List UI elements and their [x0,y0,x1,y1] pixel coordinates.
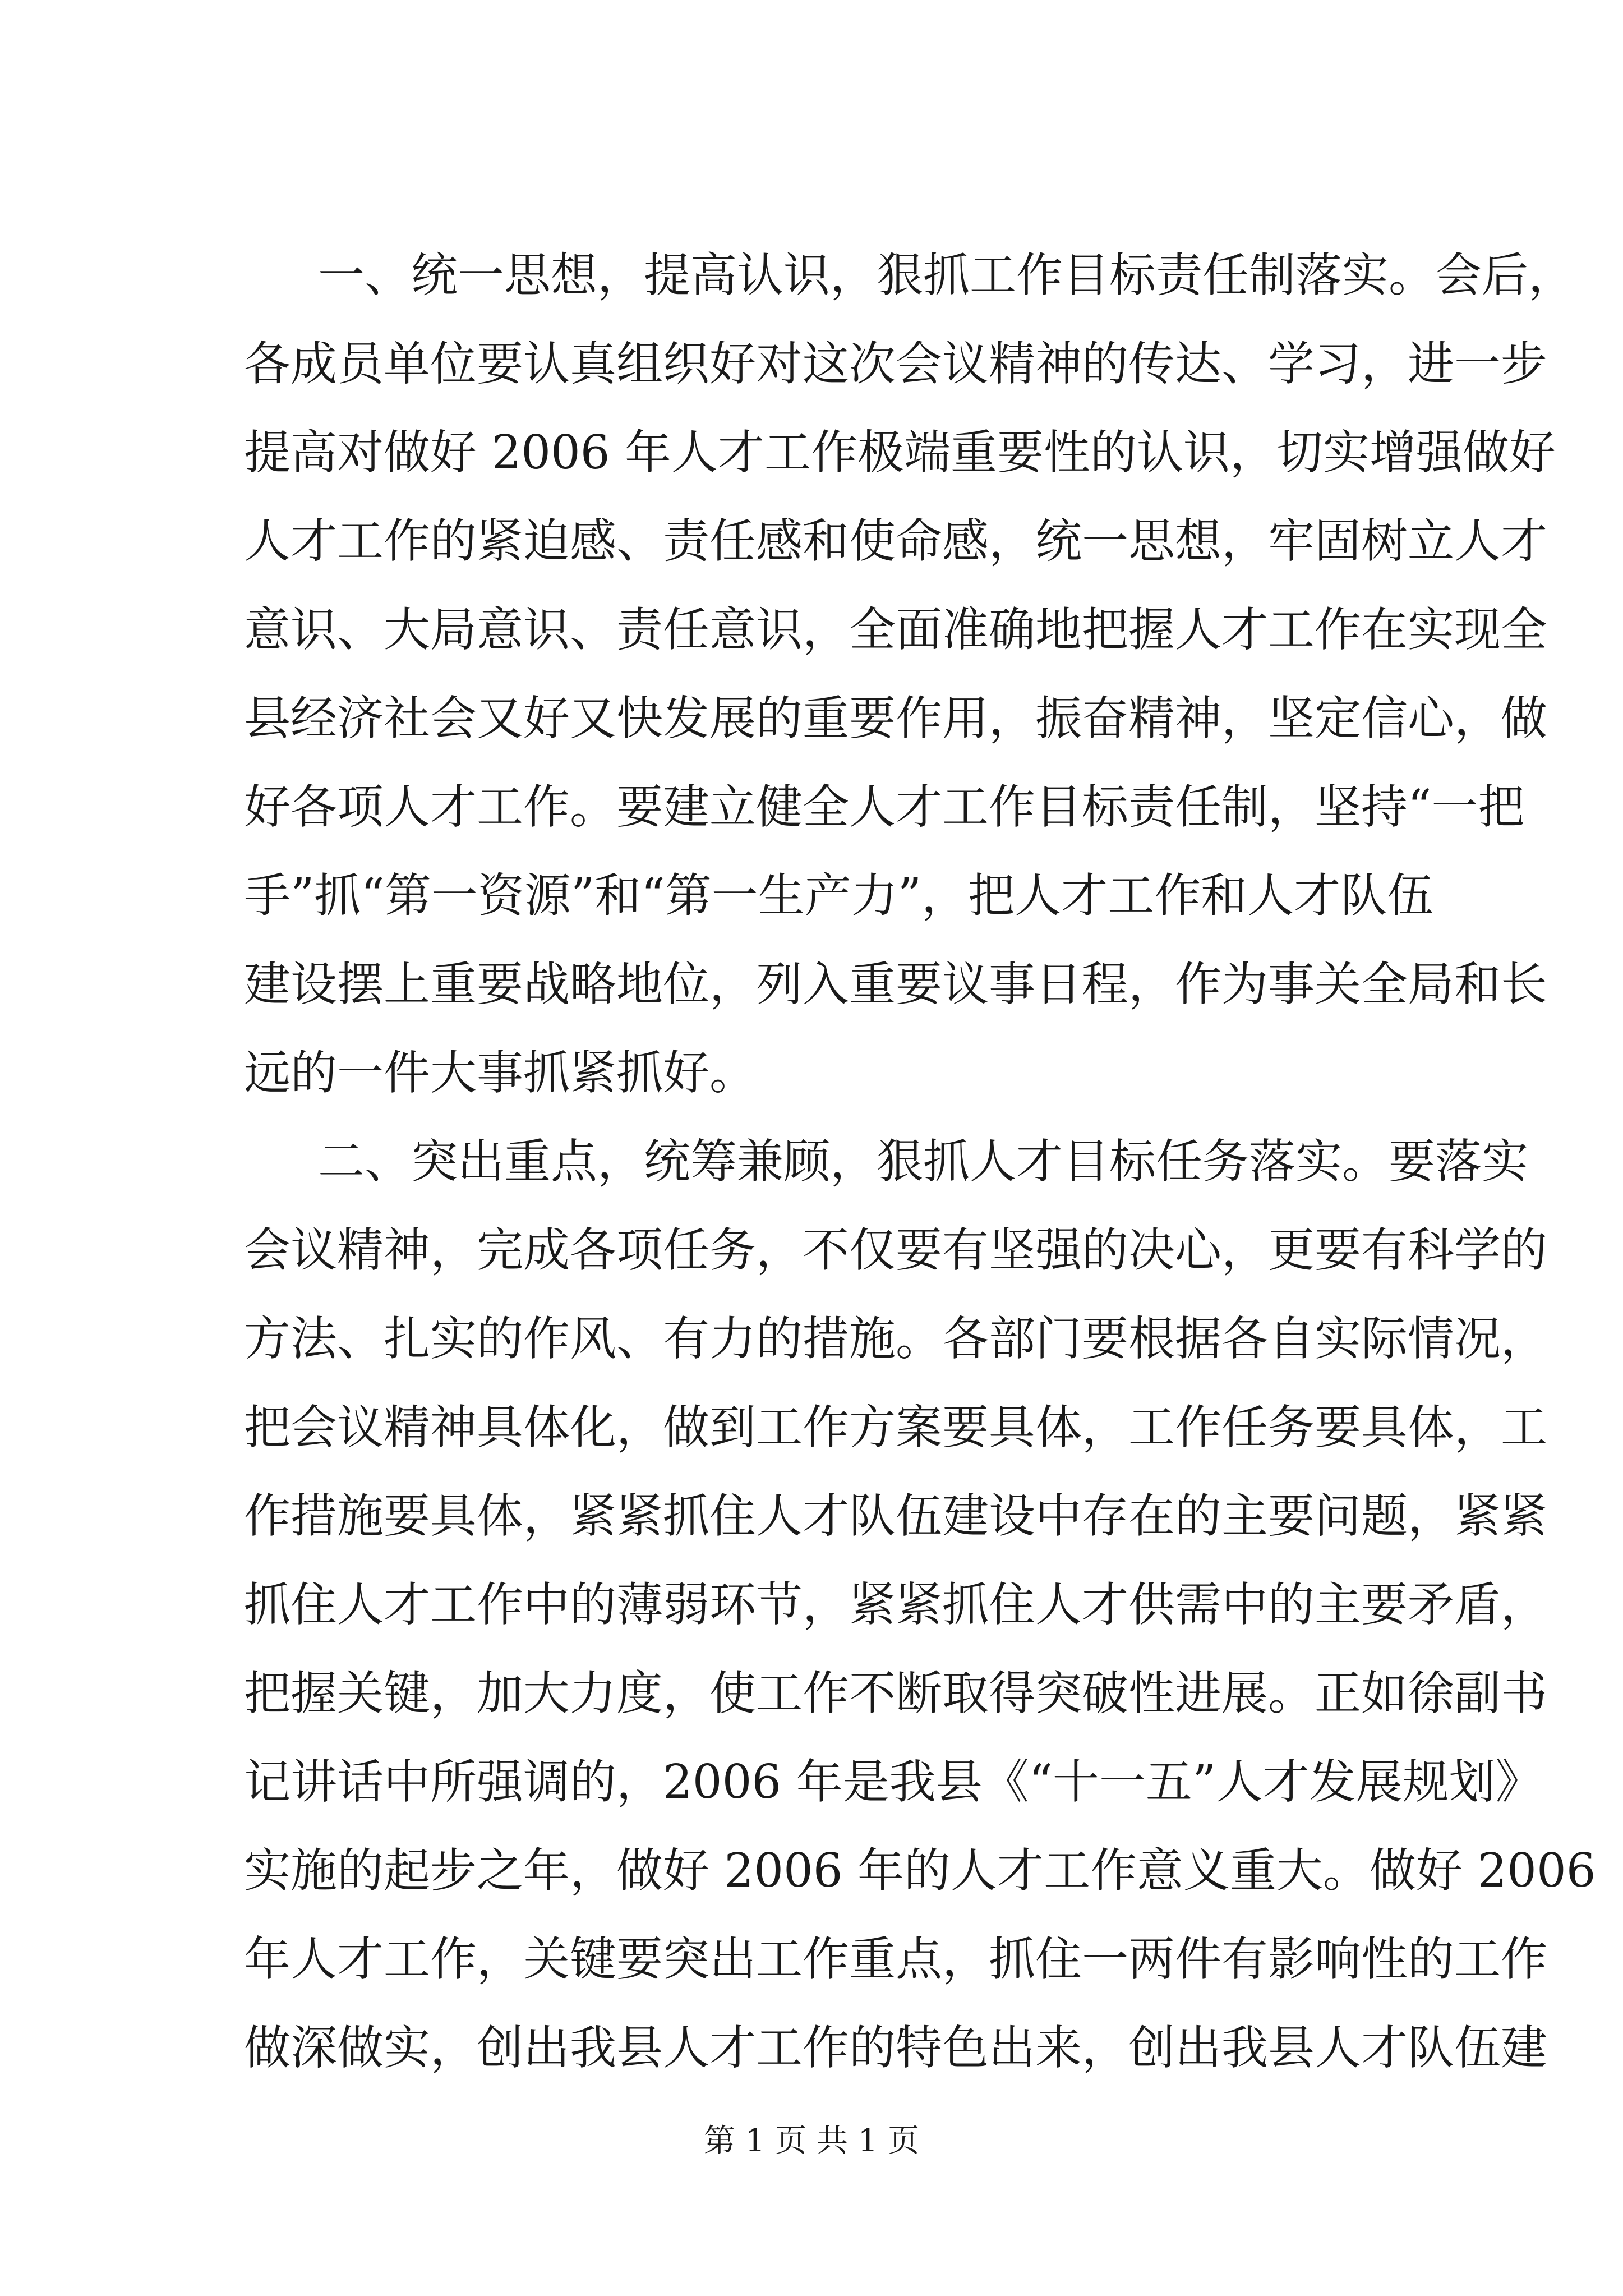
text-line: 把握关键，加大力度，使工作不断取得突破性进展。正如徐副书 [244,1666,1547,1720]
page-footer [0,2116,1623,2161]
text-line: 作措施要具体，紧紧抓住人才队伍建设中存在的主要问题，紧紧 [244,1489,1547,1543]
text-line: 手”抓“第一资源”和“第一生产力”，把人才工作和人才队伍 [244,868,1434,923]
text-line: 做深做实，创出我县人才工作的特色出来，创出我县人才队伍建 [244,2021,1547,2075]
text-line: 提高对做好 2006 年人才工作极端重要性的认识，切实增强做好 [244,425,1556,480]
text-line: 远的一件大事抓紧抓好。 [244,1046,756,1100]
text-line: 一、统一思想，提高认识，狠抓工作目标责任制落实。会后， [318,248,1575,302]
text-line: 把会议精神具体化，做到工作方案要具体，工作任务要具体，工 [244,1400,1547,1455]
text-line: 各成员单位要认真组织好对这次会议精神的传达、学习，进一步 [244,337,1547,391]
text-line: 好各项人才工作。要建立健全人才工作目标责任制，坚持“一把 [244,780,1525,834]
text-line: 实施的起步之年，做好 2006 年的人才工作意义重大。做好 2006 [244,1843,1596,1898]
text-line: 县经济社会又好又快发展的重要作用，振奋精神，坚定信心，做 [244,691,1547,746]
paragraph-1 [244,231,1575,1117]
text-line: 抓住人才工作中的薄弱环节，紧紧抓住人才供需中的主要矛盾， [244,1577,1547,1632]
page-number: 第 1 页 共 1 页 [703,2123,920,2159]
text-line: 记讲话中所强调的，2006 年是我县《“十一五”人才发展规划》 [244,1755,1542,1809]
paragraph-2 [244,1117,1596,2092]
text-line: 年人才工作，关键要突出工作重点，抓住一两件有影响性的工作 [244,1932,1547,1986]
text-line: 方法、扎实的作风、有力的措施。各部门要根据各自实际情况， [244,1312,1547,1366]
text-line: 建设摆上重要战略地位，列入重要议事日程，作为事关全局和长 [244,957,1547,1011]
text-line: 会议精神，完成各项任务，不仅要有坚强的决心，更要有科学的 [244,1223,1547,1277]
text-line: 人才工作的紧迫感、责任感和使命感，统一思想，牢固树立人才 [244,514,1547,568]
text-line: 二、突出重点，统筹兼顾，狠抓人才目标任务落实。要落实 [318,1134,1528,1189]
text-line: 意识、大局意识、责任意识，全面准确地把握人才工作在实现全 [244,602,1547,657]
document-body [244,231,1596,2092]
